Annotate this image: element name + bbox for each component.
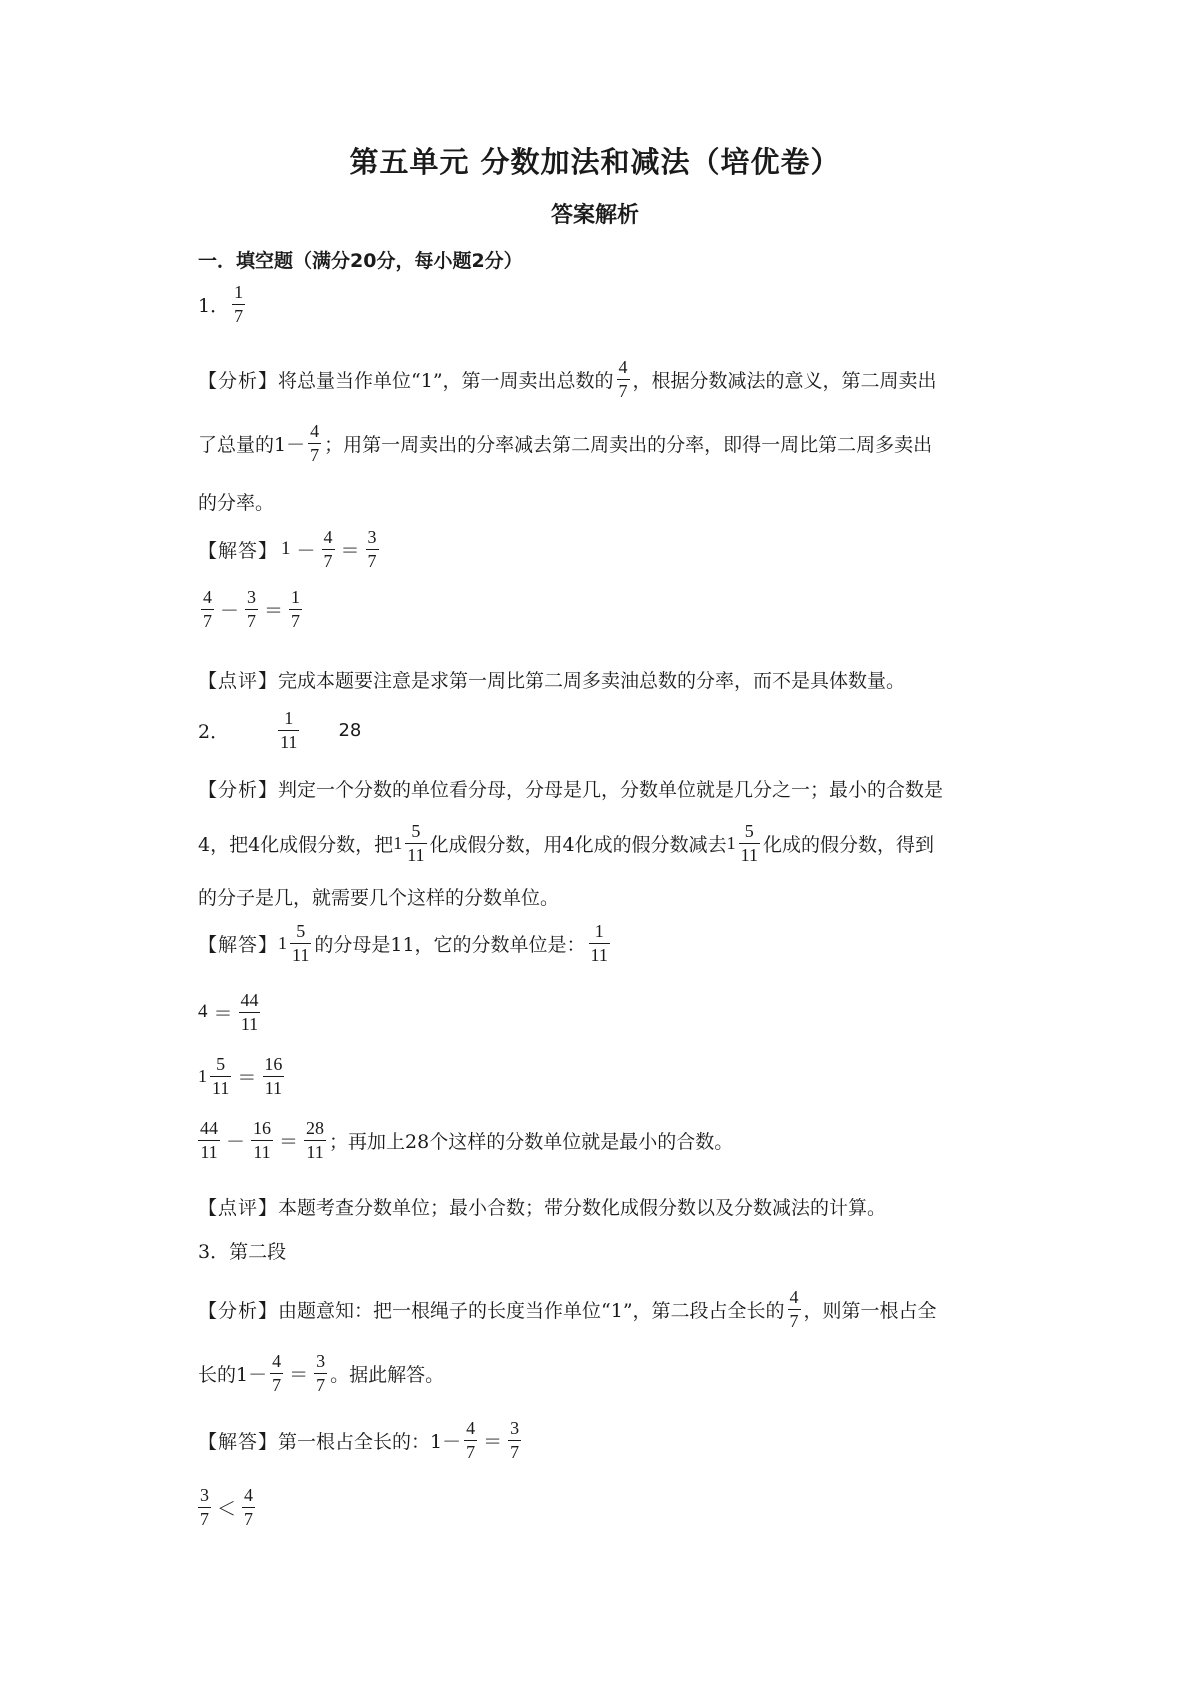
- fraction: $\frac{4}{7}$: [789, 1287, 799, 1331]
- fraction: $\frac{28}{11}$: [306, 1118, 325, 1162]
- q2-solution-line3: 1 $\frac{5}{11}$ ＝ $\frac{16}{11}$: [198, 1054, 283, 1098]
- fraction: $\frac{16}{11}$: [253, 1118, 272, 1162]
- fraction: $\frac{4}{7}$: [618, 357, 628, 401]
- mixed-number: 1 $\frac{5}{11}$: [726, 821, 758, 865]
- q2-solution-line4: $\frac{44}{11}$ － $\frac{16}{11}$ ＝ $\frac{28}{11}$ ；再加上28个这样的分数单位就是最小的合数。: [200, 1118, 734, 1162]
- q1-comment-line: 【点评】 完成本题要注意是求第一周比第二周多卖油总数的分率，而不是具体数量。: [198, 670, 906, 692]
- q3-analysis-line2: 长的1－ $\frac{4}{7}$ ＝ $\frac{3}{7}$ 。据此解答。: [198, 1351, 445, 1395]
- q1-analysis-line1: 【分析】 将总量当作单位“1”，第一周卖出总数的 $\frac{4}{7}$ ，根据分数减法的意义，第二周卖出: [198, 357, 937, 401]
- fraction: $\frac{1}{7}$: [291, 587, 301, 631]
- fraction: $\frac{4}{7}$: [323, 527, 333, 571]
- mixed-number: 1 $\frac{5}{11}$: [278, 921, 310, 965]
- q3-solution-line2: $\frac{3}{7}$ ＜ $\frac{4}{7}$: [200, 1485, 254, 1529]
- q3-answer-line: [198, 1237, 286, 1264]
- q2-solution-line2: 4 ＝ $\frac{44}{11}$: [198, 990, 259, 1034]
- q1-solution-line2: $\frac{4}{7}$ － $\frac{3}{7}$ ＝ $\frac{1}{7}$: [203, 587, 301, 631]
- q1-analysis-line3: 的分率。: [198, 492, 275, 514]
- fraction: $\frac{4}{7}$: [244, 1485, 254, 1529]
- fraction: $\frac{4}{7}$: [466, 1418, 476, 1462]
- q2-analysis-line3: 的分子是几，就需要几个这样的分数单位。: [198, 887, 560, 909]
- mixed-number: 1 $\frac{5}{11}$: [393, 821, 425, 865]
- q3-analysis-line1: 【分析】 由题意知：把一根绳子的长度当作单位“1”，第二段占全长的 $\frac{4}{7}$ ，则第一根占全: [198, 1287, 937, 1331]
- q1-number: 1．: [198, 294, 230, 317]
- fraction: $\frac{3}{7}$: [200, 1485, 209, 1529]
- fraction: $\frac{44}{11}$: [240, 990, 259, 1034]
- q2-answer-fraction: $\frac{1}{11}$: [280, 708, 298, 752]
- q3-number: 3．: [198, 1241, 230, 1263]
- q3-solution-line1: 【解答】 第一根占全长的：1－ $\frac{4}{7}$ ＝ $\frac{3}{7}$: [198, 1418, 520, 1462]
- q2-answer-line: [198, 709, 361, 752]
- mixed-number: 1 $\frac{5}{11}$: [198, 1054, 230, 1098]
- fraction: $\frac{3}{7}$: [247, 587, 257, 631]
- fraction: $\frac{4}{7}$: [203, 587, 212, 631]
- q2-number: 2．: [198, 720, 230, 743]
- q1-analysis-line2: 了总量的1－ $\frac{4}{7}$ ；用第一周卖出的分率减去第二周卖出的分率，即得一周比第二周多卖出: [198, 421, 933, 465]
- q2-analysis-line1: 【分析】 判定一个分数的单位看分母，分母是几，分数单位就是几分之一；最小的合数是: [198, 779, 944, 801]
- q1-answer-line: [198, 283, 248, 326]
- q1-answer-fraction: $\frac{1}{7}$: [234, 282, 244, 326]
- fraction: $\frac{1}{11}$: [590, 921, 608, 965]
- fraction: $\frac{4}{7}$: [310, 421, 320, 465]
- q2-comment-line: 【点评】 本题考查分数单位；最小合数；带分数化成假分数以及分数减法的计算。: [198, 1197, 887, 1219]
- q2-solution-line1: 【解答】 1 $\frac{5}{11}$ 的分母是11，它的分数单位是： $\frac{1}{11}$: [198, 921, 608, 965]
- q3-answer: 第二段: [229, 1241, 287, 1263]
- fraction: $\frac{4}{7}$: [272, 1351, 282, 1395]
- q2-analysis-line2: 4，把4化成假分数，把 1 $\frac{5}{11}$ 化成假分数，用4化成的假分数减去 1 $\frac{5}{11}$ 化成的假分数，得到: [198, 821, 934, 865]
- fraction: $\frac{44}{11}$: [200, 1118, 218, 1162]
- q2-answer-count: 28: [338, 719, 362, 741]
- q1-solution-line1: 【解答】 1 － $\frac{4}{7}$ ＝ $\frac{3}{7}$: [198, 527, 377, 571]
- fraction: $\frac{16}{11}$: [264, 1054, 283, 1098]
- document-subtitle: 答案解析: [550, 203, 639, 228]
- section-heading: 一．填空题（满分20分，每小题2分）: [198, 250, 523, 272]
- document-title: 第五单元 分数加法和减法（培优卷）: [349, 145, 841, 179]
- fraction: $\frac{3}{7}$: [367, 527, 377, 571]
- fraction: $\frac{3}{7}$: [510, 1418, 520, 1462]
- fraction: $\frac{3}{7}$: [316, 1351, 326, 1395]
